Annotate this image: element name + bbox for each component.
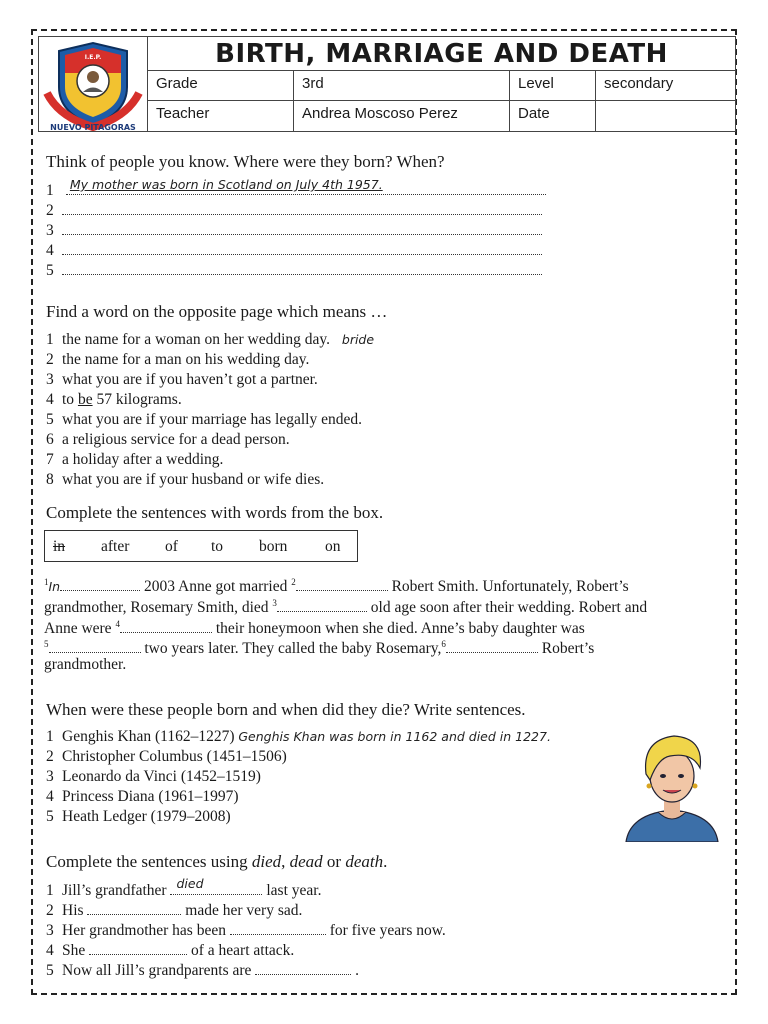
- word-box-item: in: [53, 538, 66, 555]
- list-item: 1 Jill’s grandfather died last year.: [46, 876, 322, 899]
- ex2-instruction: Find a word on the opposite page which means …: [46, 302, 388, 321]
- word-box-item: of: [165, 538, 178, 555]
- list-item: 4 She of a heart attack.: [46, 942, 295, 959]
- list-item: 5 Now all Jill’s grandparents are .: [46, 962, 360, 979]
- school-logo-icon: [39, 37, 147, 131]
- level-value: secondary: [604, 75, 674, 92]
- grade-value: 3rd: [294, 71, 510, 102]
- logo-top-text: I.E.P.: [84, 54, 102, 61]
- answer-field[interactable]: [62, 240, 542, 255]
- handwritten-answer: Genghis Khan was born in 1162 and died in 1227.: [238, 729, 551, 744]
- paragraph-line: grandmother, Rosemary Smith, died $^3$ old age soon after their wedding. Robert and: [44, 597, 648, 616]
- ex1-line: 3: [46, 220, 542, 240]
- answer-field[interactable]: [66, 177, 546, 195]
- ex1-line: 2: [46, 200, 542, 220]
- blank-field[interactable]: [49, 638, 141, 653]
- blank-field[interactable]: [230, 920, 326, 935]
- blank-field[interactable]: [120, 618, 212, 633]
- word-box-item: on: [325, 538, 341, 555]
- list-item: 2 His made her very sad.: [46, 902, 303, 919]
- page-title: BIRTH, MARRIAGE AND DEATH: [148, 37, 735, 71]
- ex4-instruction: When were these people born and when did they die? Write sentences.: [46, 700, 526, 719]
- list-item: 5 Heath Ledger (1979–2008): [46, 808, 231, 825]
- answer-field[interactable]: [62, 220, 542, 235]
- list-item: 1 Genghis Khan (1162–1227) Genghis Khan was born in 1162 and died in 1227.: [46, 728, 551, 745]
- blank-field[interactable]: [170, 876, 262, 895]
- date-value: [596, 100, 736, 132]
- teacher-value: Andrea Moscoso Perez: [294, 100, 510, 132]
- list-item: 3 what you are if you haven’t got a partner.: [46, 371, 318, 388]
- teacher-label: Teacher: [148, 100, 294, 132]
- list-item: 8 what you are if your husband or wife dies.: [46, 471, 325, 488]
- blank-field[interactable]: [296, 576, 388, 591]
- word-box-item: after: [101, 538, 130, 555]
- list-item: 7 a holiday after a wedding.: [46, 451, 224, 468]
- paragraph-line: Anne were $^4$ their honeymoon when she died. Anne’s baby daughter was: [44, 618, 585, 637]
- ex1-line: 5: [46, 260, 542, 280]
- list-item: 2 the name for a man on his wedding day.: [46, 351, 310, 368]
- paragraph-line: $^5$ two years later. They called the baby Rosemary,$^6$ Robert’s: [44, 638, 595, 657]
- blank-field[interactable]: [87, 900, 181, 915]
- ex1-line: 1 My mother was born in Scotland on July 4th 1957.: [46, 180, 546, 200]
- list-item: 3 Her grandmother has been for five years now.: [46, 922, 446, 939]
- word-box: [44, 530, 358, 562]
- logo-cell: [38, 36, 148, 132]
- handwritten-answer: bride: [341, 332, 375, 347]
- blank-field[interactable]: [89, 940, 187, 955]
- ex5-instruction: Complete the sentences using died, dead or death.: [46, 852, 388, 871]
- list-item: 1 the name for a woman on her wedding day. bride: [46, 331, 375, 348]
- list-item: 4 Princess Diana (1961–1997): [46, 788, 239, 805]
- list-item: 5 what you are if your marriage has legally ended.: [46, 411, 362, 428]
- ex1-instruction: Think of people you know. Where were they born? When?: [46, 152, 445, 171]
- blank-field[interactable]: [60, 576, 140, 591]
- level-label: Level: [510, 71, 596, 102]
- blank-field[interactable]: [255, 960, 351, 975]
- handwritten-answer: My mother was born in Scotland on July 4th 1957.: [69, 177, 383, 192]
- handwritten-answer: In: [48, 579, 61, 594]
- word-box-item: born: [259, 538, 288, 555]
- blank-field[interactable]: [277, 597, 367, 612]
- blank-field[interactable]: [446, 638, 538, 653]
- paragraph-line: grandmother.: [44, 656, 127, 673]
- date-label: Date: [510, 100, 596, 132]
- word-box-item: to: [211, 538, 224, 555]
- grade-label: Grade: [148, 71, 294, 102]
- paragraph-line: $^1$In 2003 Anne got married $^2$ Robert Smith. Unfortunately, Robert’s: [44, 576, 629, 595]
- list-item: 6 a religious service for a dead person.: [46, 431, 290, 448]
- logo-bottom-text: NUEVO PITAGORAS: [50, 123, 136, 131]
- answer-field[interactable]: [62, 200, 542, 215]
- list-item: 3 Leonardo da Vinci (1452–1519): [46, 768, 261, 785]
- ex1-line: 4: [46, 240, 542, 260]
- woman-illustration-icon: [618, 722, 726, 842]
- list-item: 2 Christopher Columbus (1451–1506): [46, 748, 287, 765]
- list-item: 4 to be 57 kilograms.: [46, 391, 182, 408]
- handwritten-answer: died: [176, 876, 204, 891]
- ex3-instruction: Complete the sentences with words from the box.: [46, 503, 384, 522]
- answer-field[interactable]: [62, 260, 542, 275]
- worksheet-header: [38, 36, 736, 132]
- header-table: [148, 36, 736, 132]
